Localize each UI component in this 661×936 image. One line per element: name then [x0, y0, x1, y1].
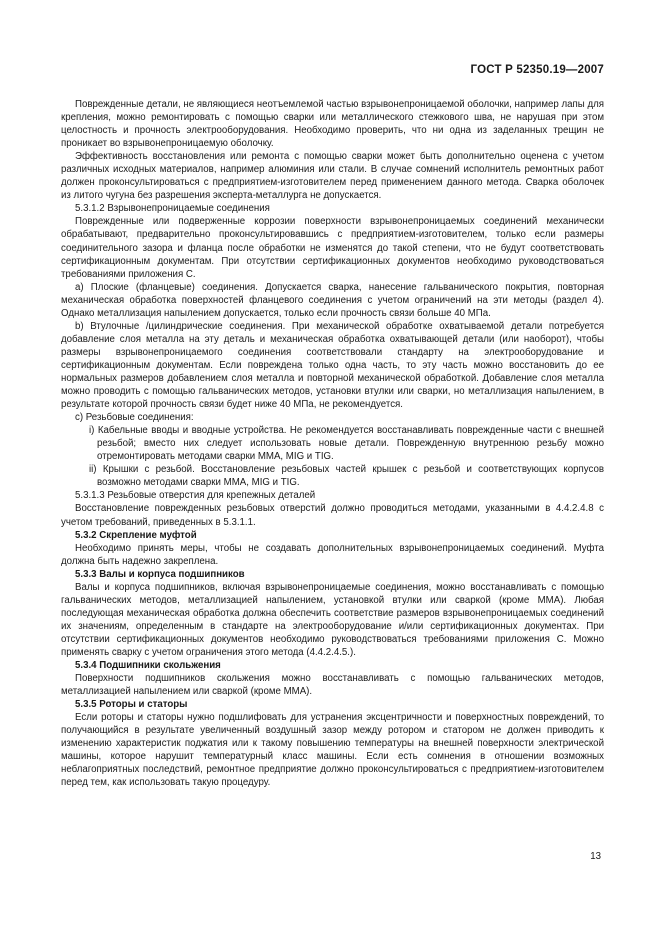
- section-heading: 5.3.2 Скрепление муфтой: [75, 529, 197, 541]
- section-heading: 5.3.1.3 Резьбовые отверстия для крепежных деталей: [75, 490, 316, 502]
- paragraph: Необходимо принять меры, чтобы не создавать дополнительных взрывонепроницаемых соединений. Муфта должна быть надежно закреплена.: [61, 542, 604, 567]
- section-heading: 5.3.5 Роторы и статоры: [75, 699, 188, 711]
- section-heading: 5.3.4 Подшипники скольжения: [75, 660, 221, 672]
- section-heading: 5.3.1.2 Взрывонепроницаемые соединения: [75, 203, 270, 215]
- page-body: [61, 98, 604, 789]
- paragraph: Поврежденные детали, не являющиеся неотъемлемой частью взрывонепроницаемой оболочки, например лапы для крепления, можно ремонтировать с помощью сварки или металлического стежкового шва, не нарушая при этом целостность и прочность электрооборудования. Необходимо проверить, что ни одна из заделанных трещин не проникает во взрывонепроницаемую оболочку.: [61, 99, 604, 150]
- paragraph: Поверхности подшипников скольжения можно восстанавливать с помощью гальванических методов, металлизацией напылением или сваркой (кроме ММА).: [61, 673, 604, 698]
- document-header: ГОСТ Р 52350.19—2007: [470, 64, 604, 76]
- paragraph: Восстановление поврежденных резьбовых отверстий должно проводиться методами, указанными в 4.4.2.4.8 с учетом требований, приведенных в 5.3.1.1.: [61, 503, 604, 528]
- paragraph: Если роторы и статоры нужно подшлифовать для устранения эксцентричности и поверхностных повреждений, то получающийся в результате увеличенный воздушный зазор между ротором и статором не должен приводить к изменению характеристик поджатия или к такому повышению температуры на внешней поверхности электрической машины, которое нарушит температурный класс машины. Если есть сомнения в отношении возможных неблагоприятных последствий, ремонтное предприятие должно проконсультироваться с предприятием-изготовителем перед тем, как использовать такую процедуру.: [61, 712, 604, 789]
- paragraph: Поврежденные или подверженные коррозии поверхности взрывонепроницаемых соединений механически обрабатывают, предварительно проконсультировавшись с предприятием-изготовителем, только если размеры соединительного зазора и фланца после обработки не изменятся до такой степени, что не будут соответствовать сертификационным документам. При отсутствии сертификационных документов необходимо руководствоваться требованиями приложения С.: [61, 216, 604, 280]
- section-heading: 5.3.3 Валы и корпуса подшипников: [75, 568, 245, 580]
- list-item: i) Кабельные вводы и вводные устройства. Не рекомендуется восстанавливать поврежденные части с внешней резьбой; вместо них следует использовать новые детали. Поврежденную внутреннюю резьбу можно отремонтировать методами сварки ММА, MIG и TIG.: [89, 425, 604, 463]
- paragraph: a) Плоские (фланцевые) соединения. Допускается сварка, нанесение гальванического покрытия, повторная механическая обработка поверхностей фланцевого соединения с учетом ограничений на эти методы (раздел 4). Однако металлизация напылением допускается, только если прочность связи больше 40 МПа.: [61, 281, 604, 319]
- paragraph: b) Втулочные /цилиндрические соединения. При механической обработке охватываемой детали потребуется добавление слоя металла на эту деталь и механическая обработка охватывающей детали (или наоборот), чтобы размеры взрывонепроницаемого соединения соответствовали стандарту на электрооборудование и сертификационным документам. Если повреждена только одна часть, то эту часть можно восстановить до ее нормальных размеров добавлением слоя металла и повторной механической обработкой. Добавление слоя металла можно проводить с помощью гальванических методов, установки втулки или сварки, но металлизация напылением, в результате которой прочность связи будет ниже 40 МПа, не рекомендуется.: [61, 320, 604, 411]
- paragraph: Валы и корпуса подшипников, включая взрывонепроницаемые соединения, можно восстанавливать с помощью гальванических методов, металлизацией напылением, установкой втулки или сваркой (кроме ММА). Любая последующая механическая обработка должна обеспечить соответствие размеров взрывонепроницаемых соединений их значениям, определенным в стандарте на электрооборудование и/или сертификационных документах. При отсутствии сертификационных документов необходимо руководствоваться требованиями приложения С. Можно применять сварку с учетом ограничения этого метода (4.4.2.4.5.).: [61, 581, 604, 658]
- paragraph: Эффективность восстановления или ремонта с помощью сварки может быть дополнительно оценена с учетом различных исходных материалов, например алюминия или стали. В случае сомнений исполнитель ремонтных работ должен проконсультироваться с предприятием-изготовителем перед применением данного метода. Сварка оболочек из литого чугуна без разрешения эксперта-металлурга не допускается.: [61, 151, 604, 202]
- page-number: 13: [590, 851, 601, 862]
- paragraph: c) Резьбовые соединения:: [75, 412, 194, 424]
- list-item: ii) Крышки с резьбой. Восстановление резьбовых частей крышек с резьбой и соответствующих корпусов возможно методами сварки ММА, MIG и TIG.: [89, 464, 604, 489]
